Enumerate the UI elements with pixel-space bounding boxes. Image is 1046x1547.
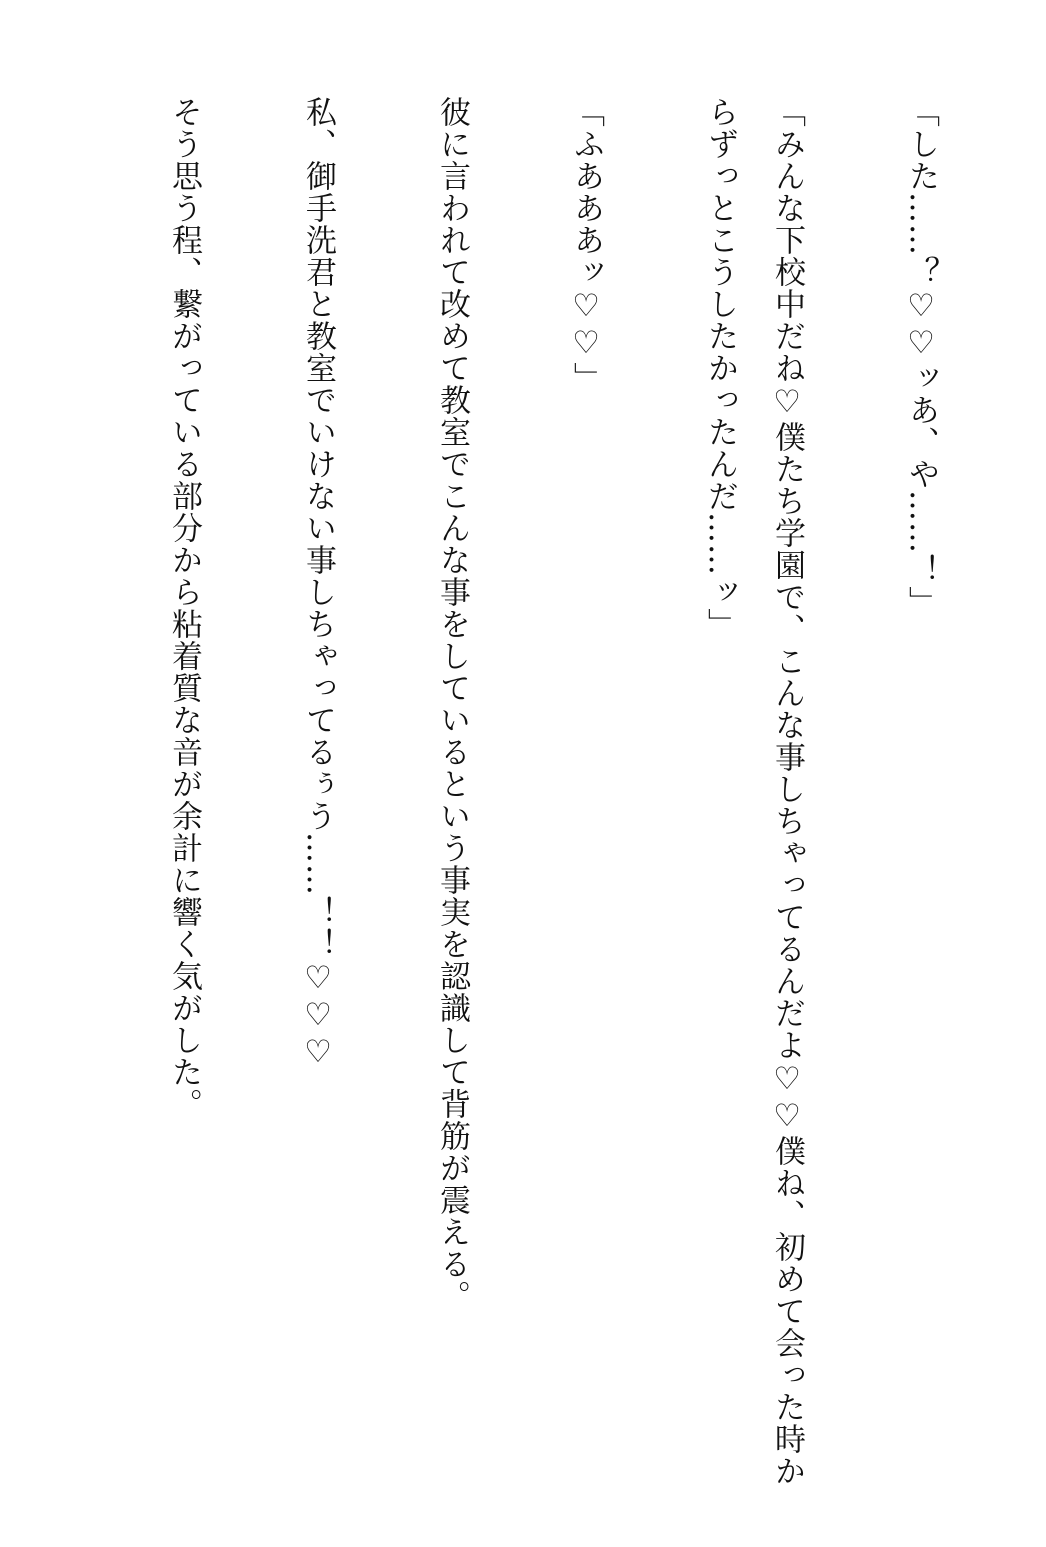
line-gap [820, 96, 887, 1516]
dialogue-line-3: 「ふあああッ♡♡」 [568, 96, 604, 394]
dialogue-line-1: 「した……？♡♡ッあ、や……！」 [903, 96, 939, 618]
line-gap [351, 96, 418, 1516]
narration-line-1: 彼に言われて改めて教室でこんな事をしているという事実を認識して背筋が震える。 [434, 96, 470, 1312]
line-gap [485, 96, 552, 1516]
vertical-text-body [150, 96, 954, 1516]
line-gap [619, 96, 686, 1516]
line-gap [217, 96, 284, 1516]
narration-line-2: 私、御手洗君と教室でいけない事しちゃってるぅう……！！♡♡♡ [300, 96, 336, 1071]
dialogue-line-2: 「みんな下校中だね♡僕たち学園で、こんな事しちゃってるんだよ♡♡僕ね、初めて会った時からずっとこうしたかったんだ……ッ」 [702, 96, 805, 1487]
narration-line-3: そう思う程、繋がっている部分から粘着質な音が余計に響く気がした。 [166, 96, 202, 1120]
